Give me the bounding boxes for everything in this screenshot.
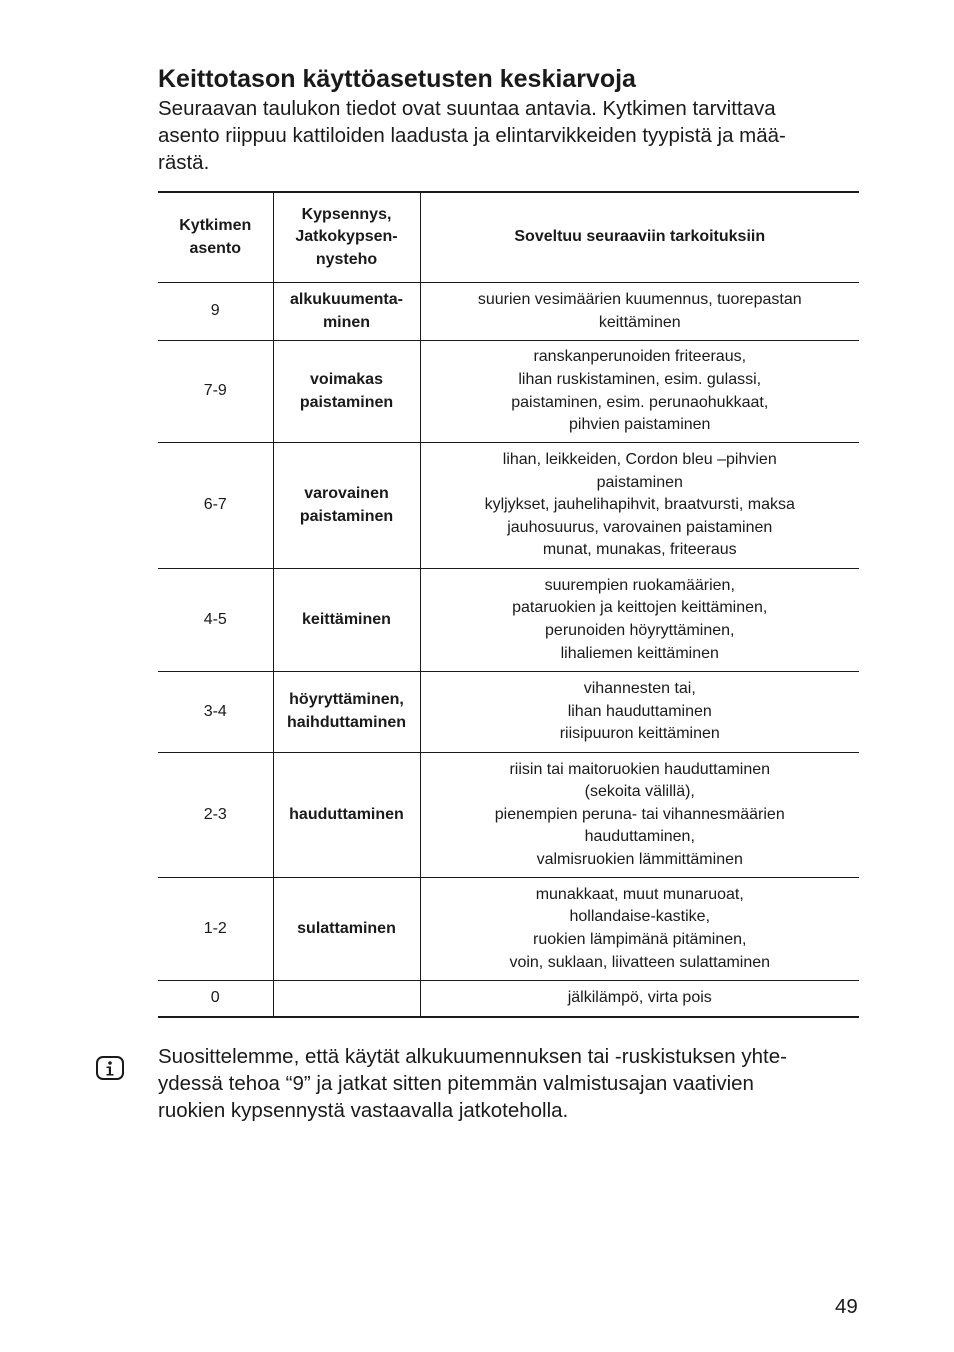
cooking-power-line: minen (322, 313, 371, 331)
suitable-use-line: lihan ruskistaminen, esim. gulassi, (518, 370, 762, 388)
intro-line: Seuraavan taulukon tiedot ovat suuntaa antavia. Kytkimen tarvittava (158, 97, 776, 120)
switch-position-cell: 9 (158, 283, 273, 341)
suitable-uses-cell (420, 443, 859, 569)
recommendation-note (158, 1043, 863, 1124)
page-title: Keittotason käyttöasetusten keskiarvoja (158, 65, 636, 93)
suitable-use-line: paistaminen, esim. perunaohukkaat, (511, 393, 769, 411)
cooking-power-cell (273, 672, 420, 753)
suitable-uses-cell (420, 672, 859, 753)
cooking-power-line: sulattaminen (297, 919, 396, 937)
suitable-use-line: munakkaat, muut munaruoat, (535, 885, 744, 903)
switch-position-cell: 6-7 (158, 443, 273, 569)
suitable-use-line: paistaminen (596, 473, 683, 491)
suitable-use-line: (sekoita välillä), (584, 783, 695, 801)
cooking-power-cell (273, 443, 420, 569)
table-row (158, 283, 859, 341)
header-line: Jatkokypsen- (295, 228, 398, 246)
suitable-use-line: jälkilämpö, virta pois (567, 988, 712, 1006)
cooking-power-cell (273, 569, 420, 672)
switch-position-cell: 7-9 (158, 341, 273, 443)
switch-position-cell: 0 (158, 981, 273, 1017)
cooking-power-line: hauduttaminen (289, 805, 404, 823)
suitable-use-line: lihaliemen keittäminen (560, 644, 719, 662)
header-suitable-uses (420, 192, 859, 283)
intro-line: asento riippuu kattiloiden laadusta ja elintarvikkeiden tyypistä ja mää- (158, 124, 786, 147)
cooking-power-line: voimakas (310, 370, 383, 388)
suitable-uses-cell (420, 341, 859, 443)
suitable-use-line: keittäminen (598, 313, 681, 331)
suitable-use-line: suurempien ruokamäärien, (544, 576, 735, 594)
cooking-power-line: varovainen (304, 484, 389, 502)
table-row (158, 672, 859, 753)
cooking-power-cell (273, 753, 420, 878)
suitable-uses-cell (420, 981, 859, 1017)
header-line: Kytkimen (179, 216, 252, 234)
cooking-power-line: alkukuumenta- (290, 290, 403, 308)
suitable-use-line: riisin tai maitoruokien hauduttaminen (509, 760, 771, 778)
suitable-use-line: munat, munakas, friteeraus (542, 541, 737, 559)
switch-position-cell: 2-3 (158, 753, 273, 878)
header-line: nysteho (315, 250, 378, 268)
cooking-power-line: paistaminen (299, 393, 394, 411)
suitable-use-line: perunoiden höyryttäminen, (545, 622, 735, 639)
suitable-use-line: pienempien peruna- tai vihannesmäärien (494, 805, 785, 823)
suitable-use-line: hauduttaminen, (584, 828, 695, 846)
header-cooking-power (273, 192, 420, 283)
note-line: Suosittelemme, että käytät alkukuumennuksen tai -ruskistuksen yhte- (158, 1045, 787, 1068)
table-row (158, 443, 859, 569)
switch-position-cell: 3-4 (158, 672, 273, 753)
cooking-power-line: keittäminen (302, 610, 391, 628)
suitable-use-line: kyljykset, jauhelihapihvit, braatvursti, maksa (484, 496, 795, 514)
suitable-uses-cell (420, 283, 859, 341)
suitable-uses-cell (420, 878, 859, 981)
cooking-power-cell (273, 341, 420, 443)
suitable-use-line: valmisruokien lämmittäminen (536, 850, 743, 868)
suitable-use-line: riisipuuron keittäminen (559, 725, 720, 743)
suitable-use-line: hollandaise-kastike, (569, 908, 711, 926)
table-header-row (158, 192, 859, 283)
cooking-power-cell (273, 981, 420, 1017)
cooking-power-cell (273, 283, 420, 341)
suitable-use-line: lihan, leikkeiden, Cordon bleu –pihvien (502, 451, 777, 469)
table-row (158, 753, 859, 878)
suitable-use-line: pataruokien ja keittojen keittäminen, (512, 599, 768, 617)
header-line: Soveltuu seuraaviin tarkoituksiin (514, 228, 766, 246)
switch-position-cell: 1-2 (158, 878, 273, 981)
cooking-settings-table (158, 191, 859, 1018)
suitable-use-line: suurien vesimäärien kuumennus, tuorepastan (477, 290, 802, 308)
table-row (158, 569, 859, 672)
table-row (158, 341, 859, 443)
suitable-uses-cell (420, 753, 859, 878)
suitable-use-line: jauhosuurus, varovainen paistaminen (507, 518, 773, 536)
header-line: asento (189, 239, 242, 257)
suitable-use-line: ruokien lämpimänä pitäminen, (533, 931, 747, 948)
table-body (158, 283, 859, 1017)
suitable-use-line: lihan hauduttaminen (567, 702, 712, 720)
info-icon (96, 1056, 124, 1080)
cooking-power-line: höyryttäminen, (289, 691, 404, 709)
note-line: ruokien kypsennystä vastaavalla jatkoteholla. (158, 1099, 569, 1122)
intro-line: rästä. (158, 151, 210, 174)
switch-position-cell: 4-5 (158, 569, 273, 672)
header-switch-position (158, 192, 273, 283)
suitable-uses-cell (420, 569, 859, 672)
suitable-use-line: vihannesten tai, (583, 680, 696, 698)
intro-paragraph (158, 95, 863, 176)
table-row (158, 878, 859, 981)
suitable-use-line: ranskanperunoiden friteeraus, (533, 348, 747, 366)
cooking-power-line: haihduttaminen (286, 714, 407, 731)
suitable-use-line: pihvien paistaminen (569, 416, 711, 434)
cooking-power-line: paistaminen (299, 507, 394, 525)
cooking-power-cell (273, 878, 420, 981)
table-row (158, 981, 859, 1017)
header-line: Kypsennys, (301, 205, 392, 223)
note-line: ydessä tehoa “9” ja jatkat sitten pitemmän valmistusajan vaativien (158, 1072, 754, 1095)
suitable-use-line: voin, suklaan, liivatteen sulattaminen (509, 953, 771, 971)
page-number: 49 (835, 1295, 858, 1318)
